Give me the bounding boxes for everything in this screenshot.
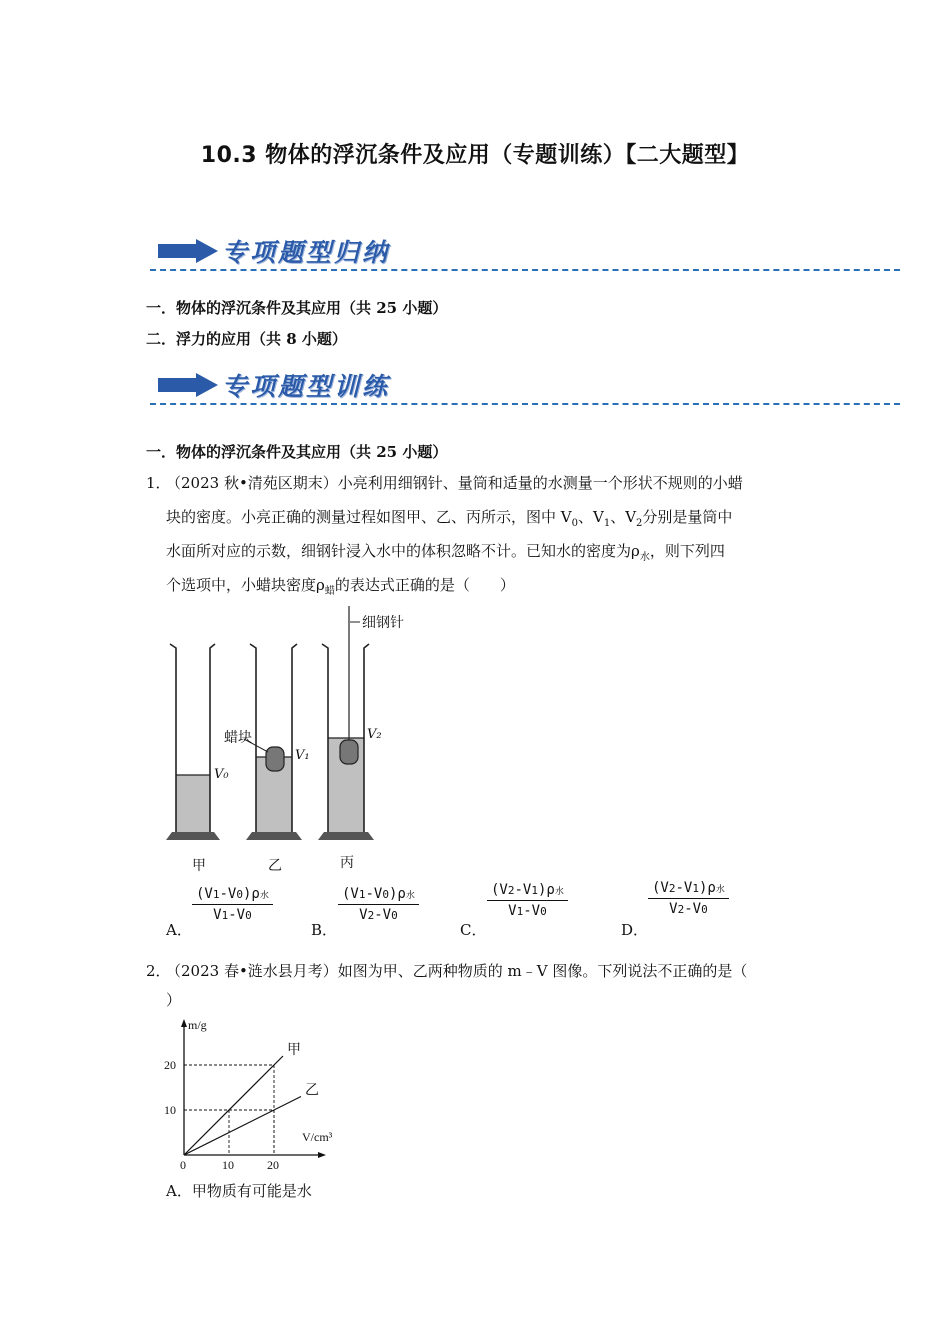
series-line-0 <box>184 1056 283 1155</box>
option-a-text[interactable]: A．甲物质有可能是水 <box>166 1182 312 1200</box>
question-text-line: ） <box>166 991 182 1009</box>
question-text-line: （2023 春•涟水县月考）如图为甲、乙两种物质的 m﹣V 图像。下列说法不正确的是（ <box>166 962 748 980</box>
question-text-line: （2023 秋•清苑区期末）小亮利用细钢针、量筒和适量的水测量一个形状不规则的小蜡 <box>166 474 743 492</box>
question-text-line: 个选项中，小蜡块密度$\rho_蜡$的表达式正确的是（ ） <box>166 576 515 597</box>
banner-text: 专项题型训练 <box>222 372 391 401</box>
toc-item-1[interactable]: 一．物体的浮沉条件及其应用（共 25 小题） <box>146 299 448 317</box>
question-text-line: 块的密度。小亮正确的测量过程如图甲、乙、丙所示，图中 $V_0$、$V_1$、$V_2$分别是量筒中 <box>166 508 733 529</box>
x-tick-label: 20 <box>267 1158 279 1172</box>
cylinder-label-b: 乙 <box>268 858 282 874</box>
option-b-formula[interactable]: (V1-V0)ρ水 V2-V0 <box>338 886 419 923</box>
x-axis-label: V/cm³ <box>302 1130 333 1144</box>
option-b-letter[interactable]: B． <box>311 921 338 939</box>
option-d-formula[interactable]: (V2-V1)ρ水 V2-V0 <box>648 880 729 917</box>
arrow-right-icon <box>158 239 218 263</box>
page-title: 10.3 物体的浮沉条件及应用（专题训练）【二大题型】 <box>200 143 750 168</box>
option-c-letter[interactable]: C． <box>460 921 487 939</box>
question-number: 2． <box>146 962 171 980</box>
toc-item-2[interactable]: 二．浮力的应用（共 8 小题） <box>146 330 347 348</box>
x-tick-label: 10 <box>222 1158 234 1172</box>
option-a-formula[interactable]: (V1-V0)ρ水 V1-V0 <box>192 886 273 923</box>
banner-divider <box>150 403 900 405</box>
y-tick-label: 20 <box>164 1058 176 1072</box>
series-label-1: 乙 <box>305 1082 319 1099</box>
needle-label: 细钢针 <box>362 615 404 631</box>
cylinder-c <box>318 606 374 840</box>
section-banner-summary <box>150 233 900 273</box>
banner-text: 专项题型归纳 <box>222 238 391 267</box>
v2-label: V₂ <box>367 727 382 742</box>
x-tick-label: 0 <box>180 1158 186 1172</box>
section-banner-training <box>150 367 900 407</box>
v0-label: V₀ <box>214 767 229 782</box>
banner-divider <box>150 269 900 271</box>
series-label-0: 甲 <box>287 1042 301 1058</box>
cylinders-figure <box>160 600 430 880</box>
mv-chart <box>160 1015 360 1175</box>
option-d-letter[interactable]: D． <box>621 921 649 939</box>
section-heading: 一．物体的浮沉条件及其应用（共 25 小题） <box>146 443 448 461</box>
option-c-formula[interactable]: (V2-V1)ρ水 V1-V0 <box>487 882 568 919</box>
question-text-line: 水面所对应的示数，细钢针浸入水中的体积忽略不计。已知水的密度为$\rho_水$，则下列四 <box>166 542 725 563</box>
series-line-1 <box>184 1097 301 1156</box>
y-tick-label: 10 <box>164 1103 176 1117</box>
cylinder-b <box>244 644 302 840</box>
arrow-right-icon <box>158 373 218 397</box>
wax-label: 蜡块 <box>224 730 252 746</box>
cylinder-label-c: 丙 <box>340 855 354 871</box>
y-axis-label: m/g <box>188 1018 207 1032</box>
option-a-letter[interactable]: A． <box>166 921 192 939</box>
question-number: 1． <box>146 474 171 492</box>
cylinder-a <box>166 644 220 840</box>
y-axis-arrow <box>181 1019 187 1027</box>
x-axis-arrow <box>318 1152 326 1158</box>
cylinder-label-a: 甲 <box>192 858 206 874</box>
v1-label: V₁ <box>295 748 310 763</box>
